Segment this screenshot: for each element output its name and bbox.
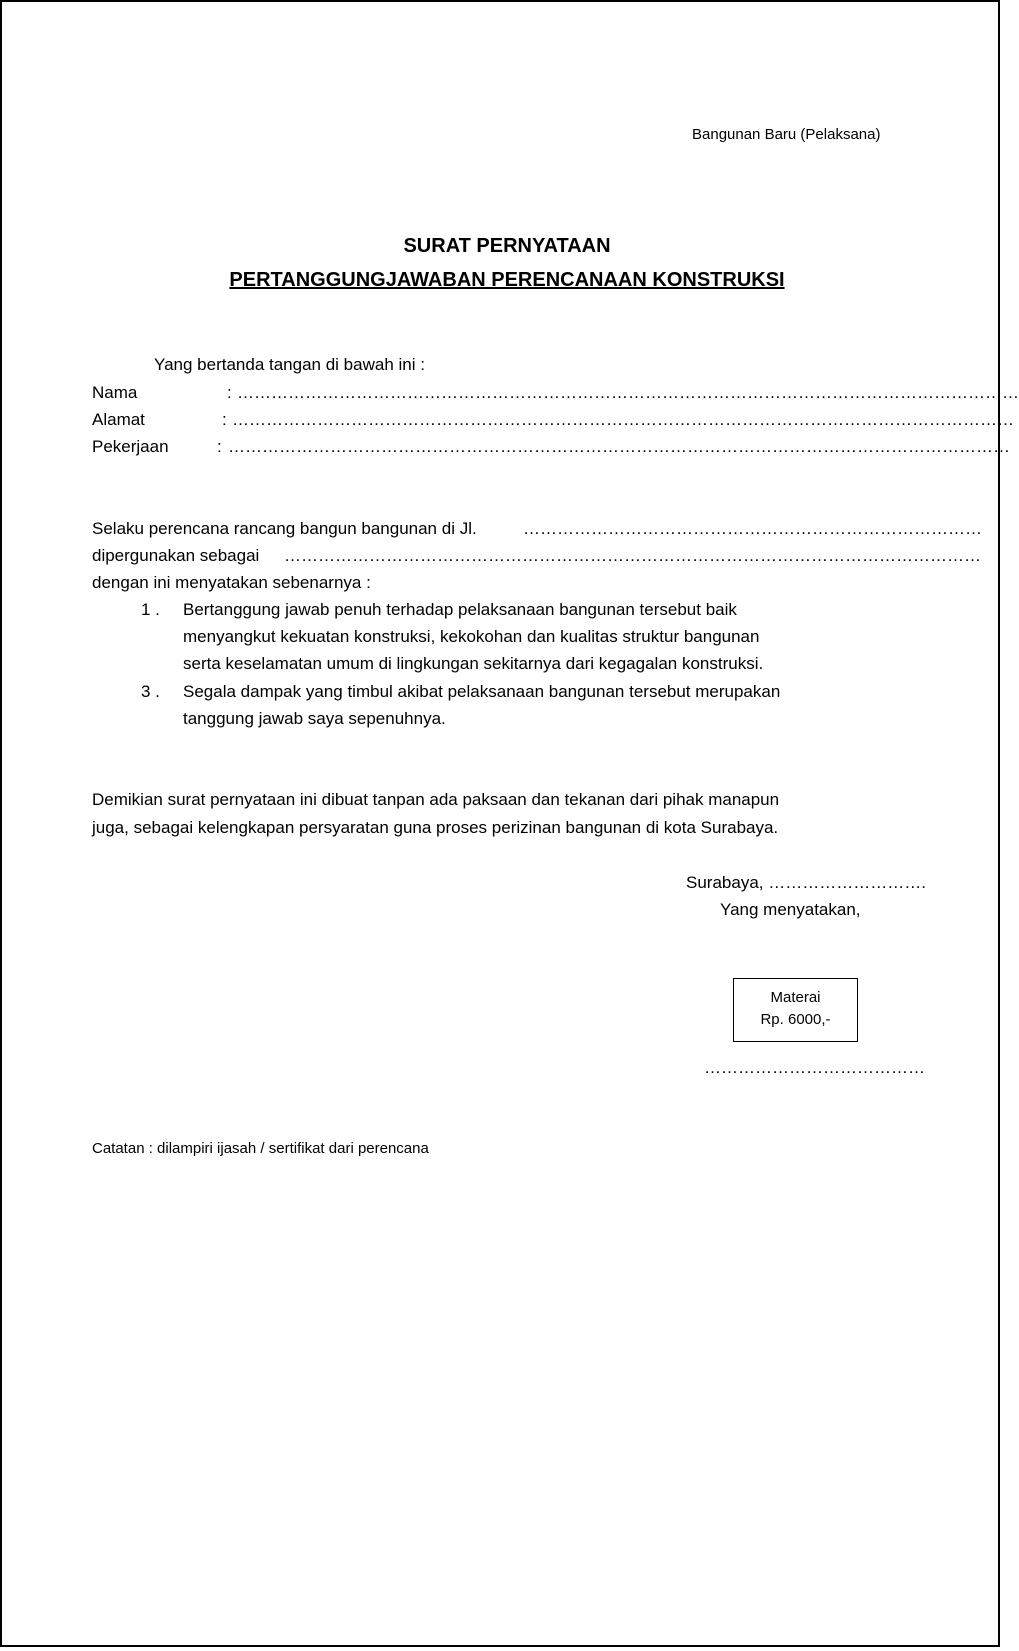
- statement-usage-label: dipergunakan sebagai: [92, 546, 260, 565]
- attachment-note: Catatan : dilampiri ijasah / sertifikat dari perencana: [92, 1140, 429, 1157]
- field-fill-alamat[interactable]: …………………………………………………………………………………………………………………………: [232, 410, 1014, 429]
- document-subtitle-text: PERTANGGUNGJAWABAN PERENCANAAN KONSTRUKSI: [229, 269, 785, 291]
- field-sep-alamat: :: [222, 410, 227, 429]
- field-sep-pekerjaan: :: [217, 437, 222, 456]
- statement-location-label: Selaku perencana rancang bangun bangunan di Jl.: [92, 519, 477, 538]
- document-title: SURAT PERNYATAAN: [403, 235, 611, 257]
- statement-declaration: dengan ini menyatakan sebenarnya :: [92, 573, 371, 592]
- stamp-duty-box: [733, 978, 858, 1042]
- stamp-duty-label: Materai: [770, 989, 821, 1006]
- signature-place-date: Surabaya, ……………………….: [686, 873, 926, 892]
- list-item-number: 1 .: [141, 600, 160, 619]
- field-label-nama: Nama: [92, 383, 138, 402]
- field-sep-nama: :: [227, 383, 232, 402]
- document-category: Bangunan Baru (Pelaksana): [692, 126, 881, 143]
- list-item-number: 3 .: [141, 682, 160, 701]
- field-label-alamat: Alamat: [92, 410, 145, 429]
- list-item-text: Bertanggung jawab penuh terhadap pelaksanaan bangunan tersebut baik: [183, 600, 737, 619]
- closing-text: juga, sebagai kelengkapan persyaratan guna proses perizinan bangunan di kota Surabaya.: [92, 818, 779, 837]
- list-item-text: menyangkut kekuatan konstruksi, kekokohan dan kualitas struktur bangunan: [183, 627, 760, 646]
- list-item-text: tanggung jawab saya sepenuhnya.: [183, 709, 446, 728]
- statement-location-fill[interactable]: ………………………………………………………………………: [523, 519, 982, 538]
- list-item-text: serta keselamatan umum di lingkungan sekitarnya dari kegagalan konstruksi.: [183, 654, 764, 673]
- field-fill-nama[interactable]: …………………………………………………………………………………………………………………………: [237, 383, 1019, 402]
- field-fill-pekerjaan[interactable]: …………………………………………………………………………………………………………………………: [228, 437, 1010, 456]
- signature-declarant: Yang menyatakan,: [720, 900, 861, 919]
- intro-text: Yang bertanda tangan di bawah ini :: [154, 355, 425, 374]
- document-subtitle: [2, 267, 1012, 293]
- stamp-duty-amount: Rp. 6000,-: [760, 1011, 831, 1028]
- list-item-text: Segala dampak yang timbul akibat pelaksanaan bangunan tersebut merupakan: [183, 682, 781, 701]
- signature-name-fill[interactable]: …………………………………: [704, 1058, 925, 1077]
- field-label-pekerjaan: Pekerjaan: [92, 437, 169, 456]
- closing-text: Demikian surat pernyataan ini dibuat tanpan ada paksaan dan tekanan dari pihak manapun: [92, 790, 780, 809]
- statement-usage-fill[interactable]: ……………………………………………………………………………………………………………: [284, 546, 981, 565]
